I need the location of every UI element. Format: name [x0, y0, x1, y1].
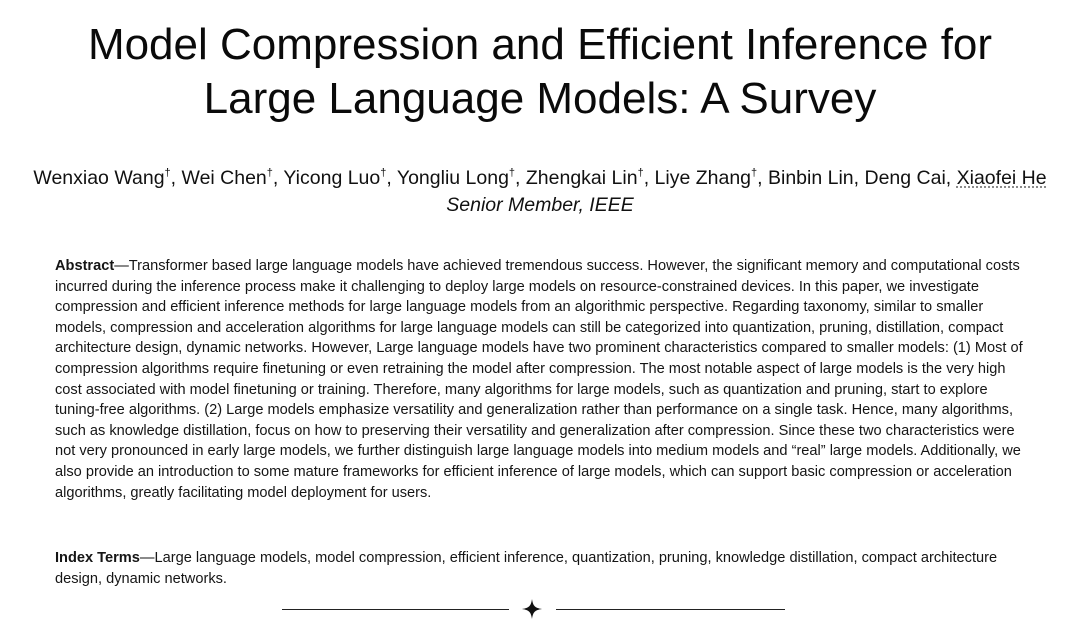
author-name: Binbin Lin: [767, 167, 854, 189]
index-terms-paragraph: [55, 548, 1025, 589]
divider-rule-right: [556, 609, 785, 610]
section-divider: [0, 598, 1080, 622]
author-mark: †: [164, 167, 171, 179]
author-mark: †: [266, 167, 273, 179]
abstract-label: Abstract: [55, 258, 115, 274]
abstract-paragraph: [55, 256, 1025, 503]
divider-rule-left: [282, 609, 509, 610]
author-name: Wenxiao Wang: [33, 167, 165, 189]
author-name: Wei Chen: [181, 167, 267, 189]
author-affiliation: Senior Member, IEEE: [446, 194, 634, 216]
author-list: Wenxiao Wang†, Wei Chen†, Yicong Luo†, Yongliu Long†, Zhengkai Lin†, Liye Zhang†, Binbin Lin, Deng Cai, Xiaofei He Senior Member, IEEE: [33, 167, 1047, 216]
author-name: Xiaofei He: [956, 167, 1047, 189]
author-name: Liye Zhang: [654, 167, 752, 189]
author-name: Zhengkai Lin: [525, 167, 638, 189]
author-mark: †: [380, 167, 387, 179]
author-name: Deng Cai: [864, 167, 946, 189]
paper-title: [0, 18, 1080, 126]
paper-title-line-2: Large Language Models: A Survey: [203, 74, 877, 123]
author-mark: †: [637, 167, 644, 179]
author-mark: †: [751, 167, 758, 179]
author-name: Yicong Luo: [283, 167, 381, 189]
four-point-star-icon: [521, 598, 543, 620]
abstract-text: —Transformer based large language models have achieved tremendous success. However, the significant memory and computational costs incurred during the inference process make it challenging to deploy large models on resource-constrained devices. In this paper, we investigate compression and efficient inference methods for large language models from an algorithmic perspective. Regarding taxonomy, similar to smaller models, compression and acceleration algorithms for large language models can still be categorized into quantization, pruning, distillation, compact architecture design, dynamic networks. However, Large language models have two prominent characteristics compared to smaller models: (1) Most of compression algorithms require finetuning or even retraining the model after compression. The most notable aspect of large models is the very high cost associated with model finetuning or training. Therefore, many algorithms for large models, such as quantization and pruning, start to explore tuning-free algorithms. (2) Large models emphasize versatility and generalization rather than performance on a single task. Hence, many algorithms, such as knowledge distillation, focus on how to preserving their versatility and generalization after compression. Since these two characteristics were not very pronounced in early large models, we further distinguish large language models into medium models and “real” large models. Additionally, we also provide an introduction to some mature frameworks for efficient inference of large models, which can support basic compression or acceleration algorithms, greatly facilitating model deployment for users.: [55, 258, 1023, 501]
paper-title-line-1: Model Compression and Efficient Inference for: [87, 20, 993, 69]
author-name: Yongliu Long: [396, 167, 509, 189]
index-terms-text: —Large language models, model compression, efficient inference, quantization, pruning, knowledge distillation, compact architecture design, dynamic networks.: [55, 550, 998, 587]
author-mark: †: [508, 167, 516, 179]
index-terms-label: Index Terms: [55, 550, 140, 566]
